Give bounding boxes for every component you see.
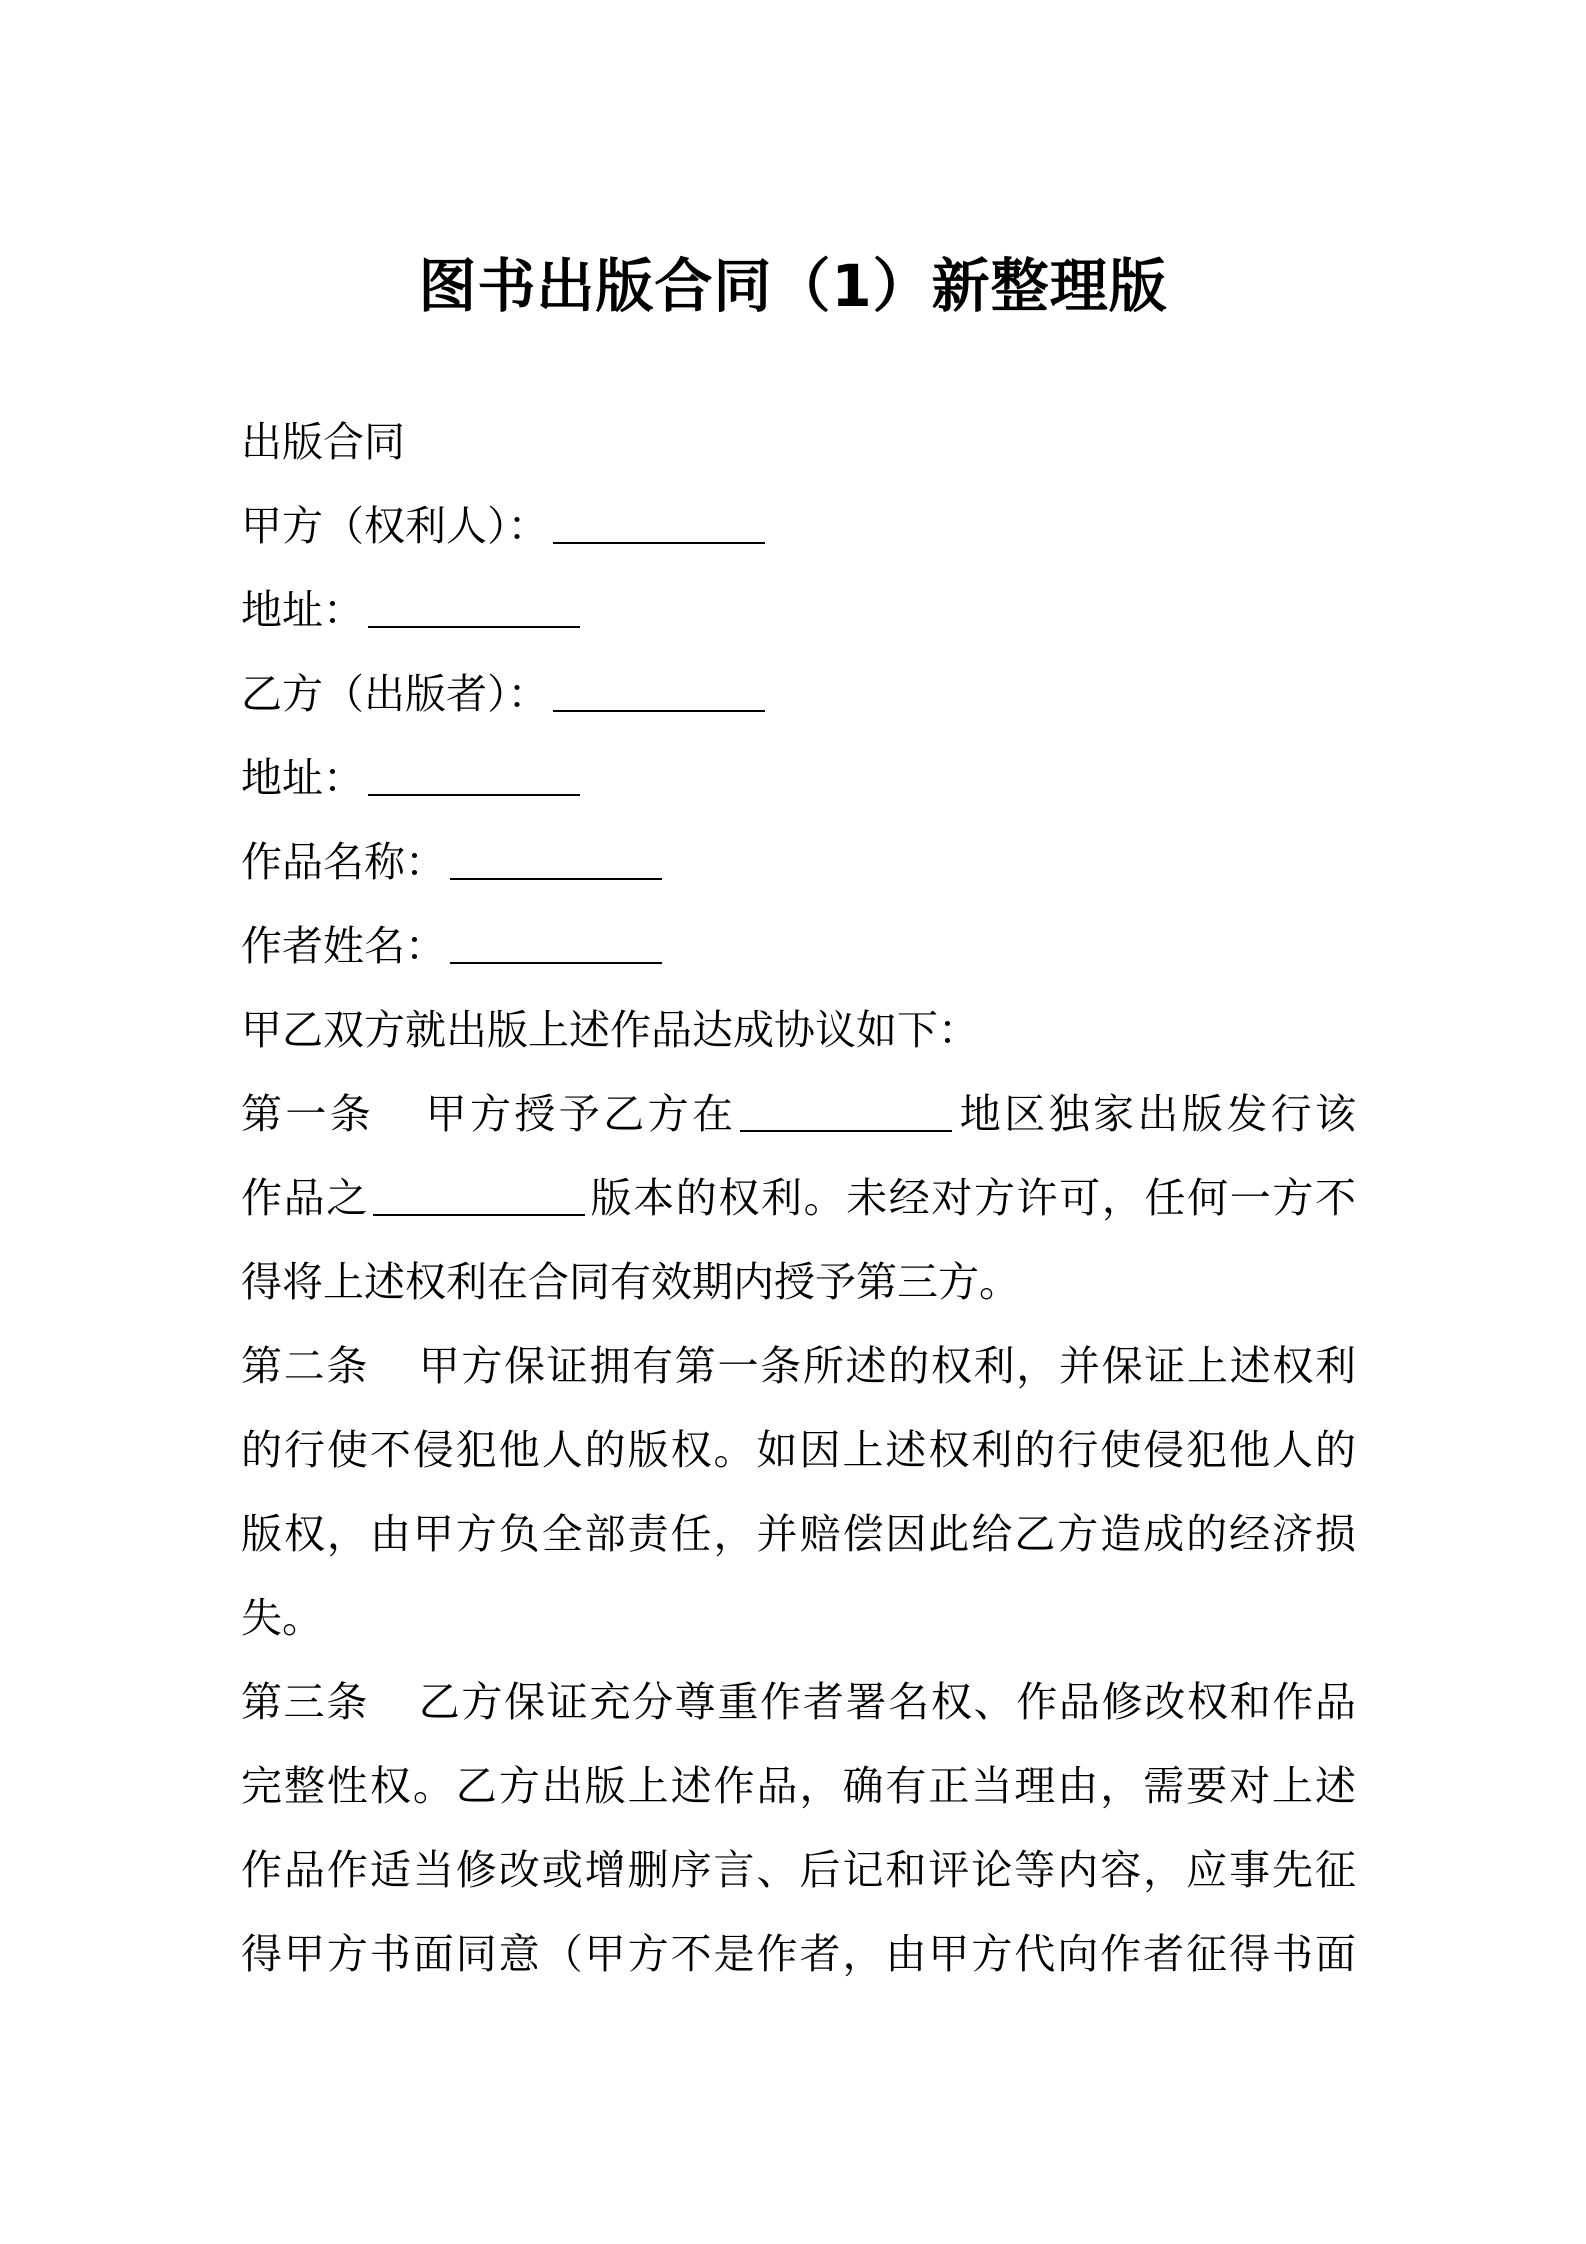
article1-line3: 得将上述权利在合同有效期内授予第三方。: [241, 1258, 1020, 1306]
work-title-line: [241, 820, 1356, 904]
author-name-blank[interactable]: [450, 962, 662, 964]
party-b-label: 乙方（出版者）：: [241, 670, 549, 718]
article2-text-1: 甲方保证拥有第一条所述的权利，并保证上述权利: [417, 1342, 1356, 1390]
author-name-label: 作者姓名：: [241, 922, 446, 970]
article2-line4: 失。: [241, 1594, 323, 1642]
party-a-blank[interactable]: [553, 542, 765, 544]
article1-number: 第一条: [241, 1090, 375, 1138]
work-title-label: 作品名称：: [241, 838, 446, 886]
party-b-blank[interactable]: [553, 710, 765, 712]
article1-text-a: 甲方授予乙方在: [422, 1090, 737, 1138]
party-a-label: 甲方（权利人）：: [241, 502, 549, 550]
article1-text-b: 地区独家出版发行该: [956, 1090, 1356, 1138]
article1-text-d: 版本的权利。未经对方许可，任何一方不: [588, 1174, 1356, 1222]
article1-text-c: 作品之: [241, 1174, 369, 1222]
agreement-intro-label: 甲乙双方就出版上述作品达成协议如下：: [241, 1006, 979, 1054]
party-b-address-blank[interactable]: [368, 794, 580, 796]
article3-text-1: 乙方保证充分尊重作者署名权、作品修改权和作品: [417, 1678, 1356, 1726]
party-a-address-label: 地址：: [241, 586, 364, 634]
article1-edition-blank[interactable]: [373, 1214, 585, 1216]
contract-heading-label: 出版合同: [241, 418, 405, 466]
article3-line2: 完整性权。乙方出版上述作品，确有正当理由，需要对上述: [241, 1762, 1356, 1810]
article3-line3: 作品作适当修改或增删序言、后记和评论等内容，应事先征: [241, 1846, 1356, 1894]
article2-line3: 版权，由甲方负全部责任，并赔偿因此给乙方造成的经济损: [241, 1510, 1356, 1558]
article2-number: 第二条: [241, 1342, 370, 1390]
author-name-line: [241, 904, 1356, 988]
article3-number: 第三条: [241, 1678, 370, 1726]
article2-line2: 的行使不侵犯他人的版权。如因上述权利的行使侵犯他人的: [241, 1426, 1356, 1474]
party-a-address-line: [241, 568, 1356, 652]
article3-line4: 得甲方书面同意（甲方不是作者，由甲方代向作者征得书面: [241, 1930, 1356, 1978]
agreement-intro-line: [241, 988, 1356, 1072]
party-b-line: [241, 652, 1356, 736]
contract-heading: [241, 400, 1356, 484]
document-body: [241, 400, 1356, 1996]
article3-line1: [241, 1660, 1356, 1744]
party-b-address-line: [241, 736, 1356, 820]
article1-line2: [241, 1156, 1356, 1240]
article2-line1: [241, 1324, 1356, 1408]
article1-region-blank[interactable]: [740, 1130, 952, 1132]
party-b-address-label: 地址：: [241, 754, 364, 802]
document-title: 图书出版合同（1）新整理版: [418, 252, 1168, 320]
article1-line1: [241, 1072, 1356, 1156]
party-a-line: [241, 484, 1356, 568]
party-a-address-blank[interactable]: [368, 626, 580, 628]
work-title-blank[interactable]: [450, 878, 662, 880]
